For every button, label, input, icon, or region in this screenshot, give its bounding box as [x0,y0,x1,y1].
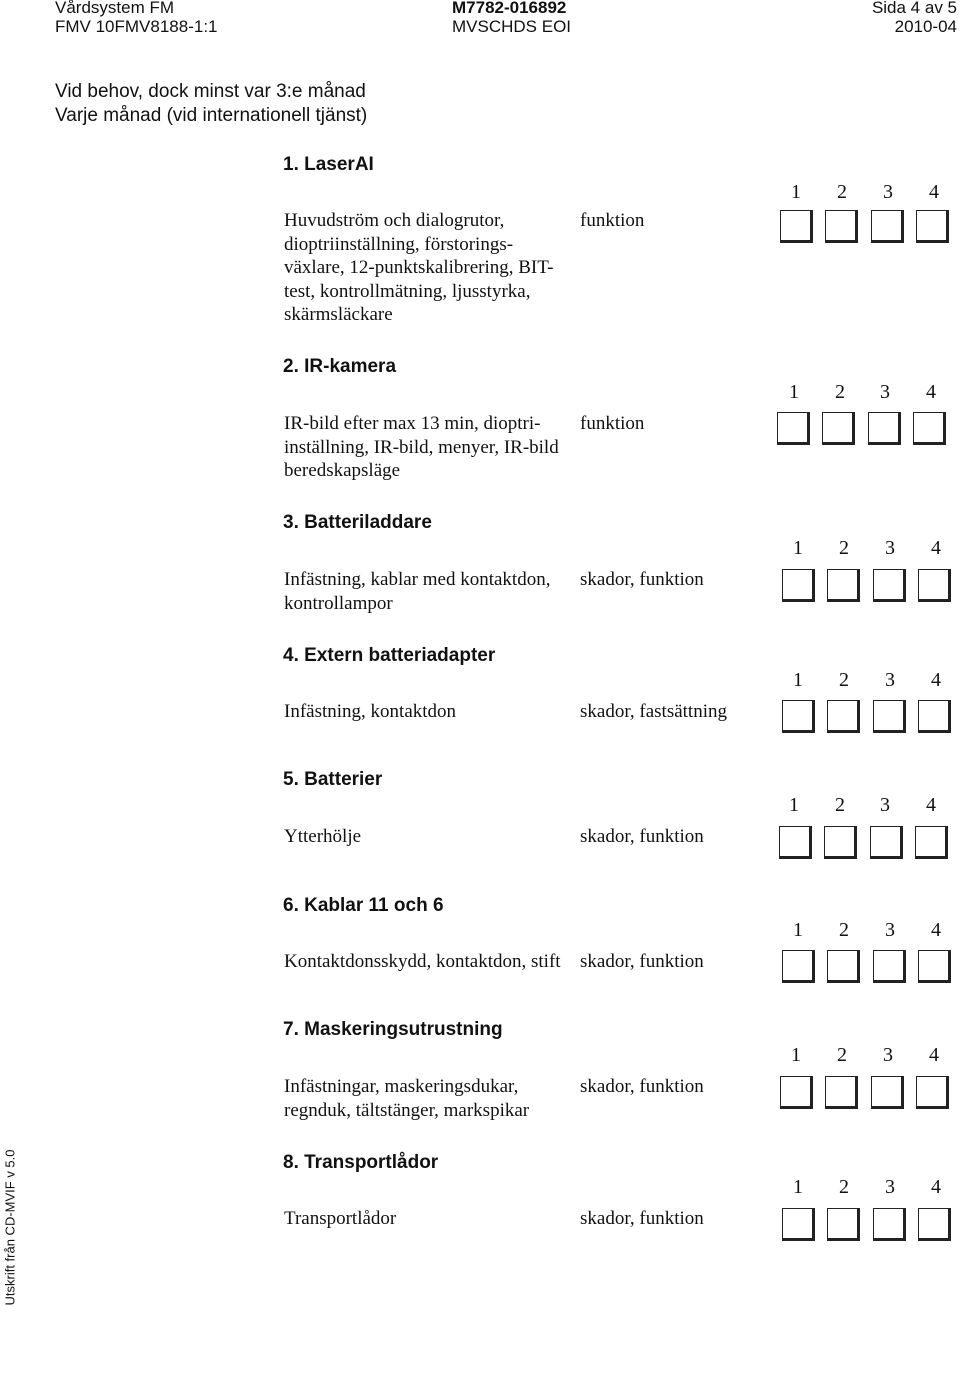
checkbox-3[interactable] [871,1076,904,1109]
description-line: Transportlådor [284,1208,397,1229]
check-number: 2 [837,181,847,203]
intro-interval: Vid behov, dock minst var 3:e månad [55,81,366,102]
checkbox-2[interactable] [825,1076,858,1109]
check-number: 2 [839,919,849,941]
section-title-ir-kamera: 2. IR-kamera [283,356,397,377]
check-number: 2 [835,794,845,816]
description-line: Huvudström och dialogrutor, [284,210,505,231]
checkbox-4[interactable] [913,412,946,445]
check-number-row [782,381,952,407]
check-number: 1 [791,1044,801,1066]
description-line: regnduk, tältstänger, markspikar [284,1099,530,1121]
description-line: dioptriinställning, förstorings- [284,233,514,255]
checkbox-3[interactable] [873,1208,906,1241]
check-number-row [782,794,952,820]
description-line: Infästning, kablar med kontaktdon, [284,569,551,590]
checkbox-4[interactable] [918,569,951,602]
check-number: 3 [885,669,895,691]
checkbox-1[interactable] [782,950,815,983]
check-number: 3 [880,381,890,403]
header-document-code: MVSCHDS EOI [452,17,572,36]
checkbox-1[interactable] [782,569,815,602]
check-number-row [782,1176,952,1202]
checkbox-4[interactable] [916,1076,949,1109]
check-number: 4 [931,669,941,691]
checkbox-2[interactable] [824,826,857,859]
check-number: 3 [883,1044,893,1066]
description-line: skärmsläckare [284,304,393,325]
checkbox-1[interactable] [782,1208,815,1241]
section-description [284,1207,396,1231]
section-description [284,209,553,327]
section-description [284,1075,529,1122]
check-number-row [782,181,952,207]
check-criteria: skador, funktion [580,826,704,847]
checkbox-2[interactable] [827,950,860,983]
description-line: Ytterhölje [284,826,362,847]
check-number: 1 [791,181,801,203]
check-number-row [782,537,952,563]
section-title-batterier: 5. Batterier [283,769,383,790]
checkbox-2[interactable] [822,412,855,445]
section-description [284,700,456,724]
section-title-extern-batteriadapter: 4. Extern batteriadapter [283,645,496,666]
check-number: 1 [793,669,803,691]
checkbox-1[interactable] [782,700,815,733]
check-criteria: funktion [580,413,645,434]
check-criteria: skador, funktion [580,569,704,590]
check-criteria: skador, funktion [580,1208,704,1229]
check-number: 2 [835,381,845,403]
intro-interval-international: Varje månad (vid internationell tjänst) [55,105,368,126]
check-criteria: funktion [580,210,645,231]
description-line: Kontaktdonsskydd, kontaktdon, stift [284,951,561,972]
checkbox-group [782,700,954,736]
checkbox-4[interactable] [915,826,948,859]
check-number: 3 [885,1176,895,1198]
check-number: 4 [931,537,941,559]
checkbox-3[interactable] [870,826,903,859]
check-number-row [782,919,952,945]
check-number: 1 [789,794,799,816]
check-number: 2 [839,1176,849,1198]
checkbox-2[interactable] [827,1208,860,1241]
check-number: 3 [885,537,895,559]
check-criteria: skador, fastsättning [580,701,727,722]
check-number: 4 [926,381,936,403]
section-title-batteriladdare: 3. Batteriladdare [283,512,432,533]
checkbox-2[interactable] [825,210,858,243]
checkbox-3[interactable] [868,412,901,445]
check-number: 2 [839,537,849,559]
checkbox-1[interactable] [779,826,812,859]
checkbox-group [782,1208,954,1244]
checkbox-3[interactable] [873,700,906,733]
check-number: 3 [885,919,895,941]
section-title-laserai: 1. LaserAI [283,154,374,175]
section-title-maskeringsutrustning: 7. Maskeringsutrustning [283,1019,503,1040]
checkbox-1[interactable] [777,412,810,445]
check-number: 3 [880,794,890,816]
checkbox-1[interactable] [780,210,813,243]
checkbox-4[interactable] [916,210,949,243]
check-number: 1 [789,381,799,403]
checkbox-2[interactable] [827,700,860,733]
checkbox-group [782,569,954,605]
section-description [284,950,561,974]
checkbox-3[interactable] [873,569,906,602]
description-line: inställning, IR-bild, menyer, IR-bild [284,436,559,458]
check-number: 3 [883,181,893,203]
check-number: 2 [837,1044,847,1066]
checkbox-3[interactable] [873,950,906,983]
check-number: 4 [929,1044,939,1066]
checkbox-4[interactable] [918,700,951,733]
checkbox-3[interactable] [871,210,904,243]
checkbox-4[interactable] [918,950,951,983]
check-number-row [782,1044,952,1070]
checkbox-group [782,950,954,986]
header-page-number: Sida 4 av 5 [871,0,957,17]
description-line: kontrollampor [284,592,393,614]
description-line: beredskapsläge [284,460,401,481]
header-document-id: M7782-016892 [452,0,567,17]
checkbox-group [777,412,949,448]
check-number: 4 [929,181,939,203]
section-description [284,568,550,615]
check-number: 4 [931,919,941,941]
check-number: 2 [839,669,849,691]
check-criteria: skador, funktion [580,951,704,972]
checkbox-group [780,1076,952,1112]
checkbox-2[interactable] [827,569,860,602]
check-number: 4 [926,794,936,816]
description-line: Infästningar, maskeringsdukar, [284,1076,519,1097]
check-number: 1 [793,1176,803,1198]
section-title-transportlador: 8. Transportlådor [283,1152,439,1173]
section-description [284,825,361,849]
section-title-kablar: 6. Kablar 11 och 6 [283,895,444,916]
header-date: 2010-04 [894,17,957,36]
check-number: 4 [931,1176,941,1198]
section-description [284,412,559,483]
check-number: 1 [793,537,803,559]
checkbox-group [780,210,952,246]
check-criteria: skador, funktion [580,1076,704,1097]
checkbox-4[interactable] [918,1208,951,1241]
check-number: 1 [793,919,803,941]
checkbox-group [779,826,951,862]
description-line: IR-bild efter max 13 min, dioptri- [284,413,541,434]
description-line: växlare, 12-punktskalibrering, BIT- [284,257,554,278]
description-line: test, kontrollmätning, ljusstyrka, [284,280,531,302]
header-system: Vårdsystem FM [55,0,175,17]
header-fmv-number: FMV 10FMV8188-1:1 [55,17,218,36]
description-line: Infästning, kontaktdon [284,701,457,722]
checkbox-1[interactable] [780,1076,813,1109]
check-number-row [782,669,952,695]
print-source-note: Utskrift från CD-MVIF v 5.0 [2,1149,18,1306]
